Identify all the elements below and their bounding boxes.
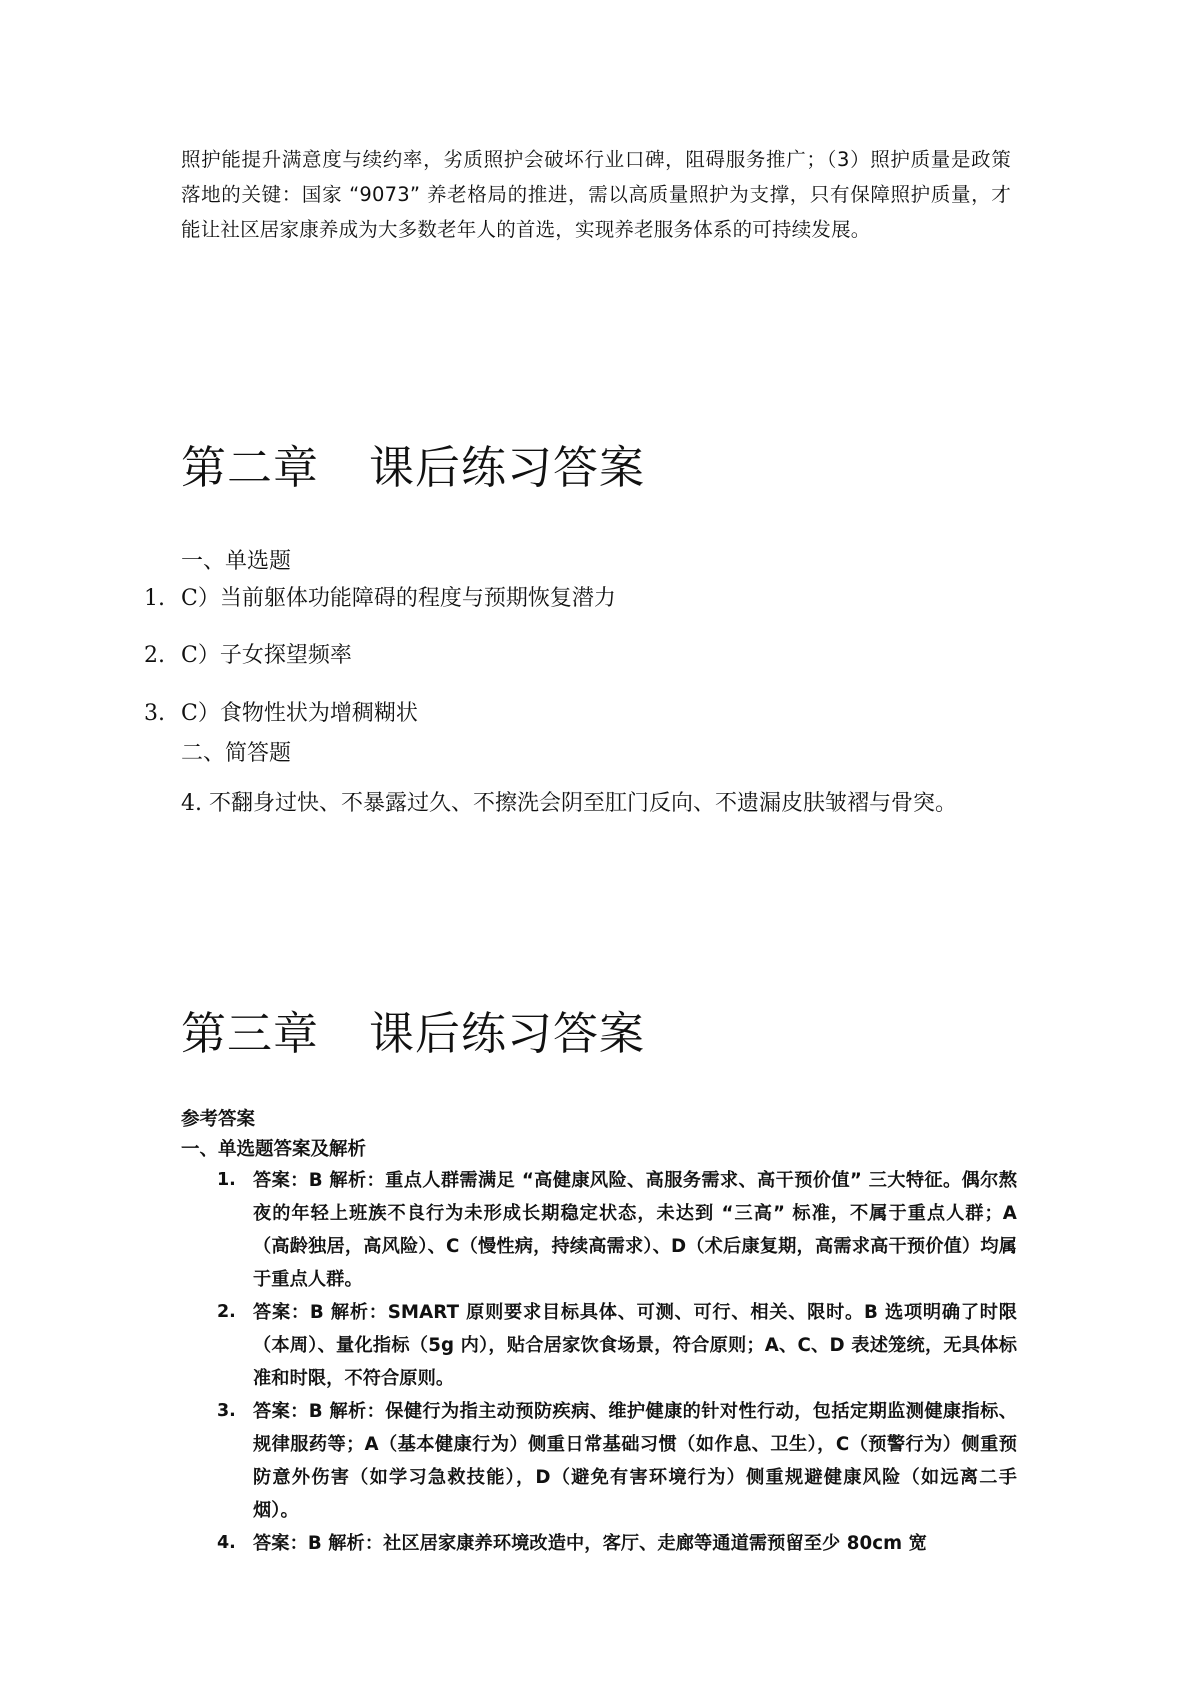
list-item-number: 2. xyxy=(144,643,165,668)
list-item-text: C）子女探望频率 xyxy=(181,643,352,668)
list-item-number: 3. xyxy=(144,701,165,726)
chapter-2-title xyxy=(181,438,645,498)
chapter-3-section-heading: 一、单选题答案及解析 xyxy=(181,1139,367,1160)
reference-answers-heading: 参考答案 xyxy=(181,1109,256,1130)
answer-number: 3. xyxy=(217,1401,236,1421)
list-item-text: C）食物性状为增稠糊状 xyxy=(181,701,418,726)
short-answer-item: 4. 不翻身过快、不暴露过久、不擦洗会阴至肛门反向、不遗漏皮肤皱褶与骨突。 xyxy=(181,791,957,816)
chapter-3-title xyxy=(181,1004,645,1064)
answer-text: 答案：B 解析：SMART 原则要求目标具体、可测、可行、相关、限时。B 选项明确了时限（本周）、量化指标（5g 内），贴合居家饮食场景，符合原则；A、C、D 表述笼统，无具体标准和时限，不符合原则。 xyxy=(253,1302,1017,1389)
list-item-number: 1. xyxy=(144,586,165,611)
chapter-2-section-short-answer: 二、简答题 xyxy=(181,741,292,766)
chapter-3-title-number: 第三章 xyxy=(181,1007,320,1060)
answer-text: 答案：B 解析：保健行为指主动预防疾病、维护健康的针对性行动，包括定期监测健康指标、规律服药等；A（基本健康行为）侧重日常基础习惯（如作息、卫生），C（预警行为）侧重预防意外伤害（如学习急救技能），D（避免有害环境行为）侧重规避健康风险（如远离二手烟）。 xyxy=(253,1401,1017,1521)
answer-text: 答案：B 解析：社区居家康养环境改造中，客厅、走廊等通道需预留至少 80cm 宽 xyxy=(253,1533,927,1554)
chapter-2-title-number: 第二章 xyxy=(181,441,320,494)
answer-number: 4. xyxy=(217,1533,236,1553)
chapter-3-title-text: 课后练习答案 xyxy=(369,1007,646,1060)
answer-number: 2. xyxy=(217,1302,236,1322)
chapter-2-title-text: 课后练习答案 xyxy=(369,441,646,494)
answer-text: 答案：B 解析：重点人群需满足 “高健康风险、高服务需求、高干预价值” 三大特征。偶尔熬夜的年轻上班族不良行为未形成长期稳定状态，未达到 “三高” 标准，不属于重点人群；A（高龄独居，高风险）、C（慢性病，持续高需求）、D（术后康复期，高需求高干预价值）均属于重点人群。 xyxy=(253,1170,1017,1290)
chapter-2-section-single-choice: 一、单选题 xyxy=(181,549,292,574)
answer-number: 1. xyxy=(217,1170,236,1190)
list-item-text: C）当前躯体功能障碍的程度与预期恢复潜力 xyxy=(181,586,616,611)
intro-paragraph: 照护能提升满意度与续约率，劣质照护会破坏行业口碑，阻碍服务推广；（3）照护质量是政策落地的关键：国家 “9073” 养老格局的推进，需以高质量照护为支撑，只有保障照护质量，才能让社区居家康养成为大多数老年人的首选，实现养老服务体系的可持续发展。 xyxy=(181,148,1011,241)
